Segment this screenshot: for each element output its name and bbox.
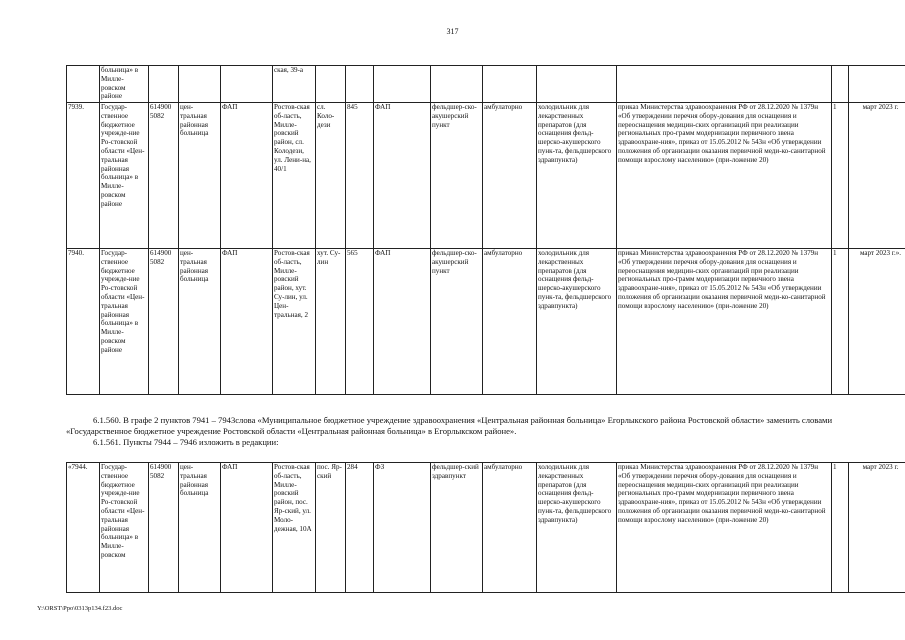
cell-qty: 1 [832,249,849,395]
cell-org: Государ-ственное бюджетное учрежде-ние Ро-стовской области «Цен-тральная районная больница» в Милле-ровском районе [100,249,149,395]
cell-type: ФАП [221,249,273,395]
cell-address: Ростов-ская об-ласть, Милле-ровский район, сл. Колодези, ул. Лени-на, 40/1 [273,103,316,249]
cell-code: 614900 5082 [149,463,179,593]
cell-org: больница» в Милле-ровском районе [100,66,149,103]
cell-care: амбулаторно [483,103,537,249]
amendment-paragraph: 6.1.561. Пункты 7944 – 7946 изложить в редакции: [93,437,279,447]
cell-basis: приказ Министерства здравоохранения РФ от 28.12.2020 № 1379н «Об утверждении перечня обору-дования для оснащения и переоснащения медицин-ских организаций при реализации региональных про-грамм модернизации первичного звена здравоохране-ния», приказ от 15.05.2012 № 543н «Об утверждении положения об организации оказания первичной меди-ко-санитарной помощи взрослому населению» (при-ложение 20) [617,249,832,395]
footer-file-path: Y:\ORST\Ppo\0313p134.f23.doc [37,605,123,612]
page-number: 317 [446,27,459,36]
cell-unit: фельдшер-ско-акушерский пункт [431,103,483,249]
cell-address: Ростов-ская об-ласть, Милле-ровский район, пос. Яр-ский, ул. Моло-дежная, 10А [273,463,316,593]
cell-equipment: холодильник для лекарственных препаратов (для оснащения фельд-шерско-акушерского пунк-та, фельдшерского здравпункта) [537,249,617,395]
cell-population: 284 [346,463,374,593]
cell-locality: хут. Су-лин [316,249,346,395]
cell-num: 7939. [67,103,100,249]
cell-code: 614900 5082 [149,103,179,249]
cell-unit: фельдшер-ско-акушерский пункт [431,249,483,395]
cell-type: ФАП [221,103,273,249]
cell-num: 7940. [67,249,100,395]
table-row [67,463,905,593]
cell-qty: 1 [832,463,849,593]
cell-equipment: холодильник для лекарственных препаратов (для оснащения фельд-шерско-акушерского пунк-та, фельдшерского здравпункта) [537,103,617,249]
cell-care: амбулаторно [483,249,537,395]
cell-org: Государ-ственное бюджетное учрежде-ние Ро-стовской области «Цен-тральная районная больница» в Милле-ровском [100,463,149,593]
cell-parent: цен-тральная районная больница [179,103,221,249]
cell-type: ФАП [221,463,273,593]
table-row [67,249,905,395]
cell-num: «7944. [67,463,100,593]
cell-date: март 2023 г.». [849,249,905,395]
cell-qty: 1 [832,103,849,249]
cell-locality: пос. Яр-ский [316,463,346,593]
cell-population: 845 [346,103,374,249]
cell-equipment: холодильник для лекарственных препаратов (для оснащения фельд-шерско-акушерского пунк-та, фельдшерского здравпункта) [537,463,617,593]
cell-type-2: ФЗ [374,463,431,593]
cell-code: 614900 5082 [149,249,179,395]
cell-parent: цен-тральная районная больница [179,463,221,593]
amendment-paragraph: 6.1.560. В графе 2 пунктов 7941 – 7943слова «Муниципальное бюджетное учреждение здравоохранения «Центральная районная больница» Егорлыкского района Ростовской области» заменить словами «Государственное бюджетное учреждение Ростовской области «Центральная районная больница» в Егорлыкском районе». [66,415,833,436]
cell-date: март 2023 г. [849,103,905,249]
cell-care: амбулаторно [483,463,537,593]
cell-date: март 2023 г. [849,463,905,593]
table-row [67,103,905,249]
bottom-table [66,462,905,593]
cell-basis: приказ Министерства здравоохранения РФ от 28.12.2020 № 1379н «Об утверждении перечня обору-дования для оснащения и переоснащения медицин-ских организаций при реализации региональных про-грамм модернизации первичного звена здравоохране-ния», приказ от 15.05.2012 № 543н «Об утверждении положения об организации оказания первичной меди-ко-санитарной помощи взрослому населению» (при-ложение 20) [617,463,832,593]
cell-locality: сл. Коло-дези [316,103,346,249]
cell-basis: приказ Министерства здравоохранения РФ от 28.12.2020 № 1379н «Об утверждении перечня обору-дования для оснащения и переоснащения медицин-ских организаций при реализации региональных про-грамм модернизации первичного звена здравоохране-ния», приказ от 15.05.2012 № 543н «Об утверждении положения об организации оказания первичной меди-ко-санитарной помощи взрослому населению» (при-ложение 20) [617,103,832,249]
cell-unit: фельдшер-ский здравпункт [431,463,483,593]
top-table [66,65,905,395]
cell-parent: цен-тральная районная больница [179,249,221,395]
table-row-continuation [67,66,905,103]
cell-type-2: ФАП [374,103,431,249]
cell-org: Государ-ственное бюджетное учрежде-ние Ро-стовской области «Цен-тральная районная больница» в Милле-ровском районе [100,103,149,249]
cell-address: Ростов-ская об-ласть, Милле-ровский район, хут. Су-лин, ул. Цен-тральная, 2 [273,249,316,395]
cell-population: 565 [346,249,374,395]
cell-type-2: ФАП [374,249,431,395]
cell-address: ская, 39-а [273,66,316,103]
